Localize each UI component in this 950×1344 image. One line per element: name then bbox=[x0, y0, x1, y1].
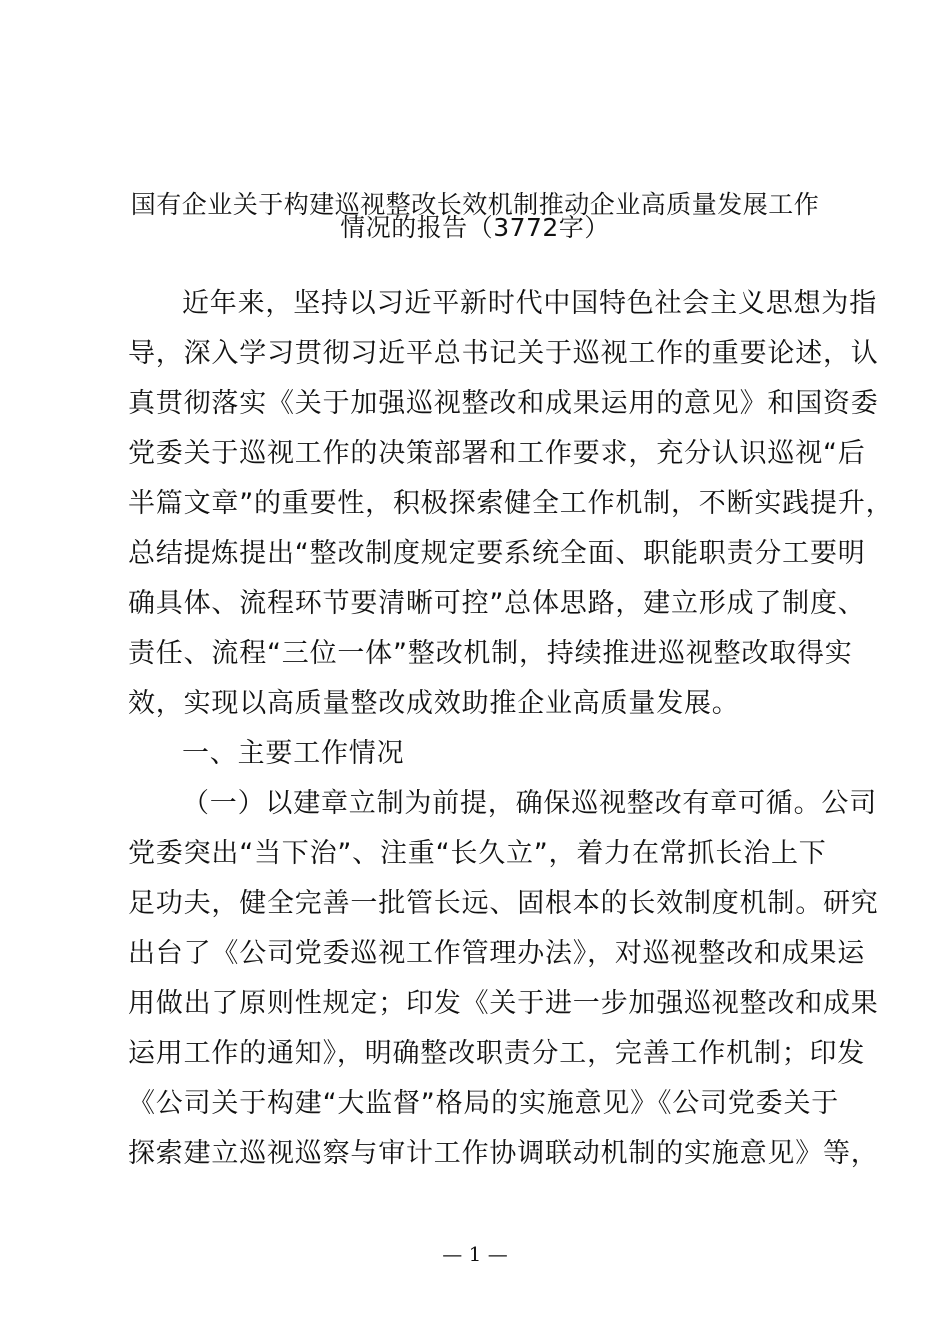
body-line: 党委关于巡视工作的决策部署和工作要求，充分认识巡视“后 bbox=[128, 438, 866, 469]
body-line: 出台了《公司党委巡视工作管理办法》，对巡视整改和成果运 bbox=[128, 938, 866, 969]
section-heading: 一、主要工作情况 bbox=[182, 738, 405, 769]
page-number: — 1 — bbox=[442, 1242, 508, 1266]
body-line: 《公司关于构建“大监督”格局的实施意见》《公司党委关于 bbox=[128, 1088, 840, 1119]
document-title-line-2: 情况的报告（3772字） bbox=[340, 213, 610, 242]
body-line: 总结提炼提出“整改制度规定要系统全面、职能职责分工要明 bbox=[128, 538, 866, 569]
body-line: 半篇文章”的重要性，积极探索健全工作机制，不断实践提升， bbox=[128, 488, 894, 519]
document-title-line-1: 国有企业关于构建巡视整改长效机制推动企业高质量发展工作 bbox=[130, 190, 820, 219]
body-line: 确具体、流程环节要清晰可控”总体思路，建立形成了制度、 bbox=[128, 588, 866, 619]
body-line: 真贯彻落实《关于加强巡视整改和成果运用的意见》和国资委 bbox=[128, 388, 879, 419]
body-line: 探索建立巡视巡察与审计工作协调联动机制的实施意见》等， bbox=[128, 1138, 879, 1169]
body-line: （一）以建章立制为前提，确保巡视整改有章可循。公司 bbox=[182, 788, 877, 819]
body-line: 责任、流程“三位一体”整改机制，持续推进巡视整改取得实 bbox=[128, 638, 853, 669]
body-line: 用做出了原则性规定；印发《关于进一步加强巡视整改和成果 bbox=[128, 988, 879, 1019]
body-line: 导，深入学习贯彻习近平总书记关于巡视工作的重要论述，认 bbox=[128, 338, 879, 369]
body-line: 运用工作的通知》，明确整改职责分工，完善工作机制；印发 bbox=[128, 1038, 866, 1069]
body-line: 足功夫，健全完善一批管长远、固根本的长效制度机制。研究 bbox=[128, 888, 879, 919]
body-line: 效，实现以高质量整改成效助推企业高质量发展。 bbox=[128, 688, 740, 719]
body-line: 近年来，坚持以习近平新时代中国特色社会主义思想为指 bbox=[182, 288, 877, 319]
body-line: 党委突出“当下治”、注重“长久立”，着力在常抓长治上下 bbox=[128, 838, 827, 869]
